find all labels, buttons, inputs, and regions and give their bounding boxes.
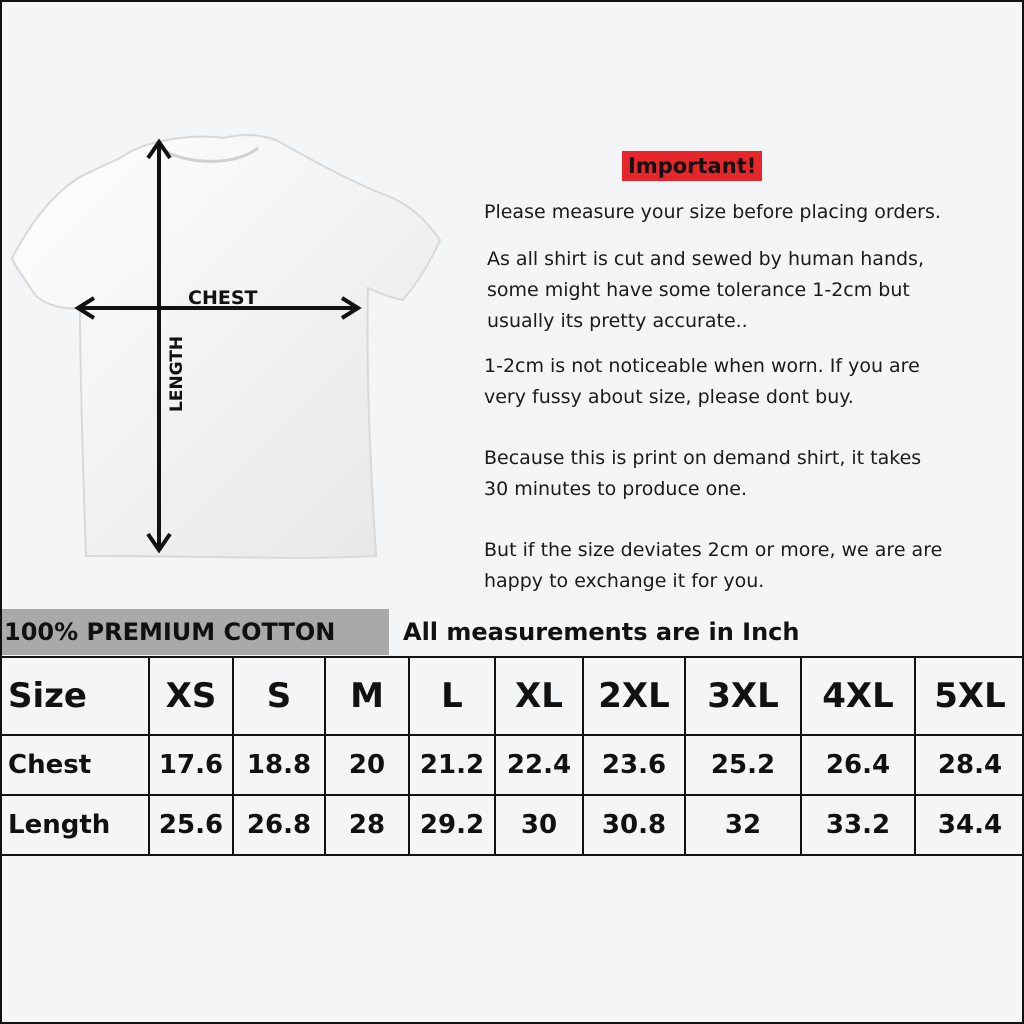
tshirt-diagram xyxy=(8,128,448,568)
length-value: 30 xyxy=(495,795,583,855)
length-label: LENGTH xyxy=(167,335,187,412)
length-value: 25.6 xyxy=(149,795,233,855)
chest-value: 25.2 xyxy=(685,735,801,795)
chest-value: 18.8 xyxy=(233,735,325,795)
size-cell: S xyxy=(233,657,325,735)
chest-value: 26.4 xyxy=(801,735,915,795)
notice-paragraph-3: 1-2cm is not noticeable when worn. If you are very fussy about size, please dont buy. xyxy=(484,355,920,408)
size-cell: M xyxy=(325,657,409,735)
chest-value: 21.2 xyxy=(409,735,495,795)
size-header-row xyxy=(2,657,1024,735)
notice-paragraph-2: As all shirt is cut and sewed by human hands, some might have some tolerance 1-2cm but usually its pretty accurate.. xyxy=(487,248,924,332)
chest-value: 23.6 xyxy=(583,735,685,795)
length-row xyxy=(2,795,1024,855)
size-header-label: Size xyxy=(2,657,149,735)
tshirt-shape xyxy=(12,135,440,558)
length-value: 34.4 xyxy=(915,795,1024,855)
notice-paragraph-1: Please measure your size before placing orders. xyxy=(484,201,941,223)
length-value: 29.2 xyxy=(409,795,495,855)
length-row-label: Length xyxy=(2,795,149,855)
chest-value: 20 xyxy=(325,735,409,795)
size-cell: L xyxy=(409,657,495,735)
size-cell: 5XL xyxy=(915,657,1024,735)
chest-label: CHEST xyxy=(188,287,258,309)
length-value: 26.8 xyxy=(233,795,325,855)
size-cell: XL xyxy=(495,657,583,735)
size-table xyxy=(2,656,1024,856)
length-value: 33.2 xyxy=(801,795,915,855)
chest-value: 17.6 xyxy=(149,735,233,795)
size-cell: 4XL xyxy=(801,657,915,735)
length-value: 28 xyxy=(325,795,409,855)
size-cell: XS xyxy=(149,657,233,735)
size-cell: 3XL xyxy=(685,657,801,735)
chest-value: 22.4 xyxy=(495,735,583,795)
length-value: 30.8 xyxy=(583,795,685,855)
important-badge: Important! xyxy=(622,151,762,181)
chest-value: 28.4 xyxy=(915,735,1024,795)
size-cell: 2XL xyxy=(583,657,685,735)
chest-row-label: Chest xyxy=(2,735,149,795)
notice-paragraph-5: But if the size deviates 2cm or more, we are are happy to exchange it for you. xyxy=(484,539,943,592)
units-note: All measurements are in Inch xyxy=(403,618,800,646)
length-value: 32 xyxy=(685,795,801,855)
chest-row xyxy=(2,735,1024,795)
material-banner: 100% PREMIUM COTTON xyxy=(2,609,389,655)
notice-paragraph-4: Because this is print on demand shirt, it takes 30 minutes to produce one. xyxy=(484,447,922,500)
